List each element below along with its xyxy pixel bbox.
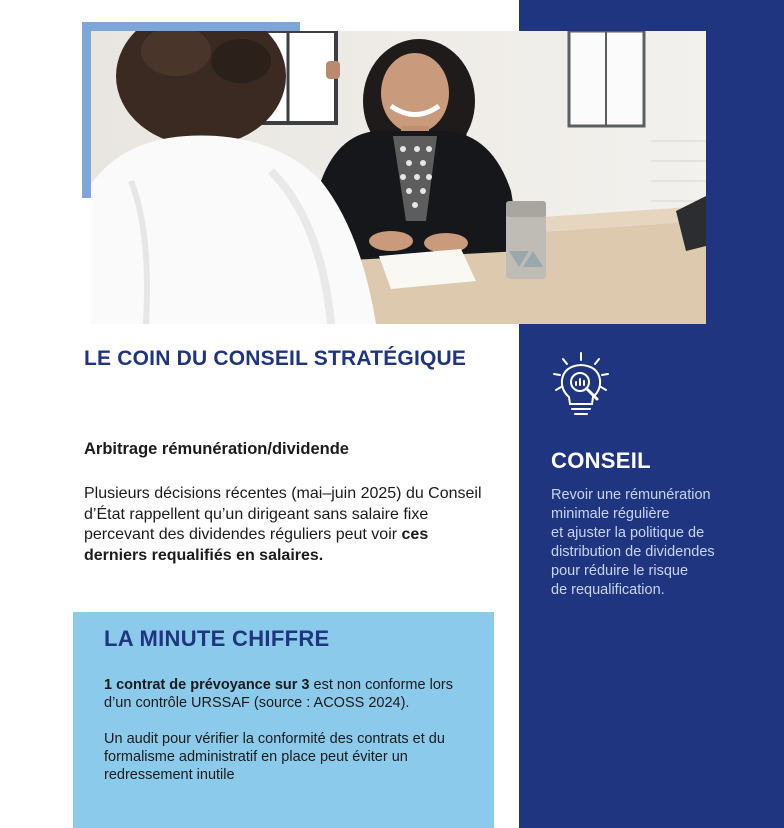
minute-chiffre-stat-text: est non conforme lors d’un contrôle URSSAF (source : ACOSS 2024). bbox=[104, 677, 453, 711]
article-subtitle: Arbitrage rémunération/dividende bbox=[84, 440, 349, 458]
conseil-line: Revoir une rémunération bbox=[551, 487, 711, 503]
article-body-emphasis: ces derniers requalifiés en salaires. bbox=[84, 526, 429, 564]
minute-chiffre-title: LA MINUTE CHIFFRE bbox=[104, 626, 330, 651]
conseil-line: minimale régulière bbox=[551, 506, 670, 522]
conseil-line: pour réduire le risque bbox=[551, 563, 689, 579]
article-body bbox=[84, 484, 494, 566]
minute-chiffre-stat bbox=[104, 676, 464, 712]
meeting-photo bbox=[91, 31, 706, 324]
minute-chiffre-audit-text: Un audit pour vérifier la conformité des contrats et du formalisme administratif en place peut éviter un redressement inutile bbox=[104, 731, 445, 783]
conseil-text bbox=[551, 486, 776, 600]
conseil-line: distribution de dividendes bbox=[551, 544, 715, 560]
article-title: LE COIN DU CONSEIL STRATÉGIQUE bbox=[84, 347, 467, 370]
lightbulb-chart-icon bbox=[549, 350, 613, 420]
conseil-line: et ajuster la politique de bbox=[551, 525, 705, 541]
conseil-line: de requalification. bbox=[551, 582, 665, 598]
minute-chiffre-box bbox=[73, 612, 494, 828]
article-body-text: Plusieurs décisions récentes (mai–juin 2025) du Conseil d’État rappellent qu’un dirigeant sans salaire fixe percevant des dividendes réguliers peut voir bbox=[84, 485, 482, 543]
conseil-title: CONSEIL bbox=[551, 448, 651, 473]
minute-chiffre-stat-strong: 1 contrat de prévoyance sur 3 bbox=[104, 677, 310, 693]
